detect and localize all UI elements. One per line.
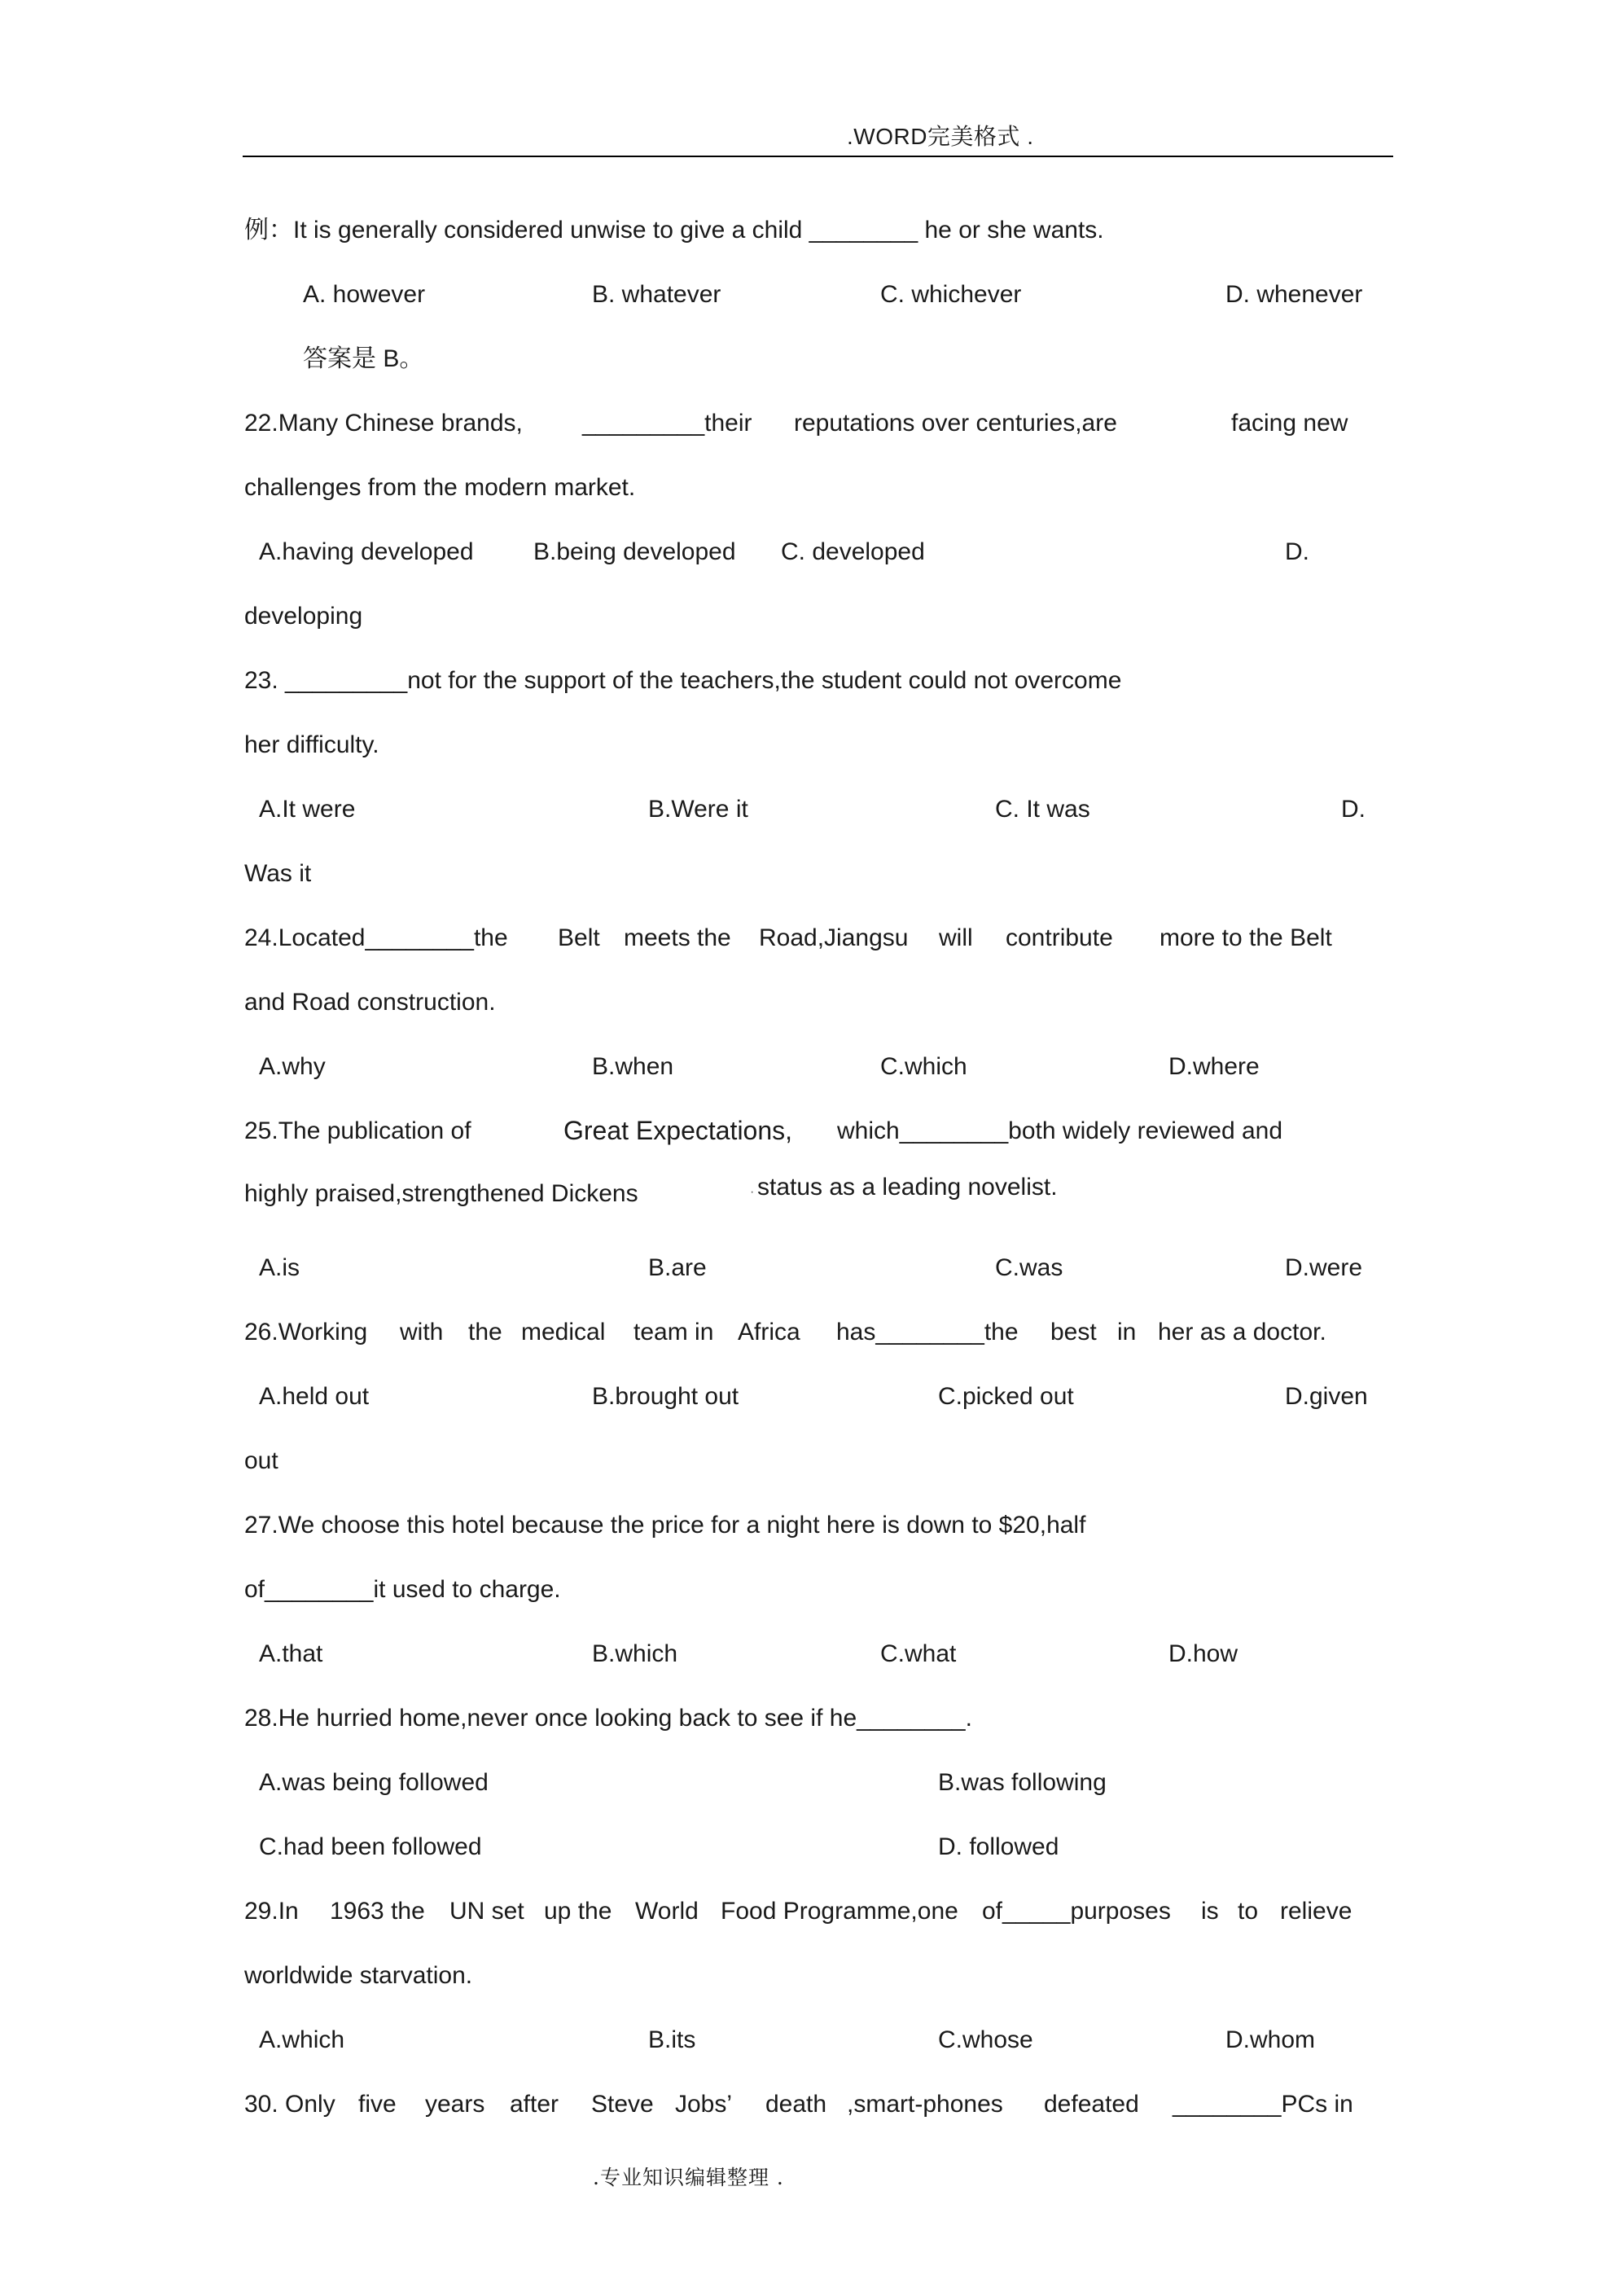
q25-option-d: D.were [1285, 1254, 1363, 1281]
q30-stem-part: ________PCs in [1173, 2091, 1353, 2118]
q28-option-b: B.was following [938, 1769, 1107, 1796]
q30-stem-part: years [425, 2091, 485, 2118]
q25-stem-line2: highly praised,strengthened Dickens [244, 1180, 638, 1207]
q30-stem-part: Steve [591, 2091, 654, 2118]
example-option-d: D. whenever [1225, 281, 1363, 308]
q24-stem-line2: and Road construction. [244, 989, 496, 1016]
q26-option-b: B.brought out [592, 1383, 739, 1410]
q24-stem-part: will [939, 924, 973, 951]
q25-book-title: Great Expectations, [563, 1116, 793, 1145]
q30-stem-part: 30. Only [244, 2091, 335, 2118]
q29-stem-part: of_____purposes [982, 1898, 1171, 1925]
header-divider [243, 156, 1393, 157]
q26-stem-part: team in [633, 1319, 714, 1346]
q22-option-d: D. [1285, 538, 1309, 565]
q25-stem-part: 25.The publication of [244, 1117, 471, 1144]
q23-option-c: C. It was [995, 796, 1090, 823]
q26-stem-part: in [1117, 1319, 1137, 1346]
q29-option-c: C.whose [938, 2026, 1033, 2053]
q27-option-d: D.how [1168, 1640, 1238, 1667]
q24-stem-part: contribute [1006, 924, 1113, 951]
q22-option-d-text: developing [244, 603, 363, 630]
q29-stem-part: 1963 the [330, 1898, 425, 1925]
q26-option-c: C.picked out [938, 1383, 1074, 1410]
example-option-c: C. whichever [880, 281, 1022, 308]
q24-stem-part: more to the Belt [1160, 924, 1332, 951]
q23-option-d: D. [1341, 796, 1366, 823]
q29-stem-part: Food Programme,one [721, 1898, 958, 1925]
example-question: 例：It is generally considered unwise to give a child ________ he or she wants. [244, 217, 1104, 244]
q24-stem-part: Road,Jiangsu [759, 924, 909, 951]
q30-stem-part: Jobs’ [675, 2091, 733, 2118]
q26-option-d-text: out [244, 1447, 278, 1474]
q29-stem-part: relieve [1280, 1898, 1352, 1925]
q27-option-b: B.which [592, 1640, 678, 1667]
q25-mark: · [750, 1185, 755, 1199]
q28-stem: 28.He hurried home,never once looking back to see if he________. [244, 1705, 972, 1732]
q23-stem: 23. _________not for the support of the teachers,the student could not overcome [244, 667, 1122, 694]
q25-option-b: B.are [648, 1254, 707, 1281]
q29-stem-part: up the [544, 1898, 612, 1925]
q25-option-a: A.is [259, 1254, 300, 1281]
q23-stem-line2: her difficulty. [244, 731, 379, 758]
q24-option-a: A.why [259, 1053, 326, 1080]
q25-stem-line2b: status as a leading novelist. [757, 1174, 1058, 1201]
q30-stem-part: defeated [1044, 2091, 1139, 2118]
q29-option-b: B.its [648, 2026, 696, 2053]
q25-option-c: C.was [995, 1254, 1063, 1281]
q26-option-a: A.held out [259, 1383, 370, 1410]
q27-option-a: A.that [259, 1640, 323, 1667]
q26-stem-part: Africa [738, 1319, 800, 1346]
q28-option-a: A.was being followed [259, 1769, 489, 1796]
example-option-a: A. however [303, 281, 426, 308]
q29-stem-part: to [1238, 1898, 1259, 1925]
q26-stem-part: her as a doctor. [1158, 1319, 1326, 1346]
q27-option-c: C.what [880, 1640, 957, 1667]
q23-option-d-text: Was it [244, 860, 312, 887]
q25-stem-part: which________both widely reviewed and [837, 1117, 1283, 1144]
q29-option-a: A.which [259, 2026, 345, 2053]
q30-stem-part: ,smart-phones [847, 2091, 1003, 2118]
q26-stem-part: medical [521, 1319, 606, 1346]
q29-option-d: D.whom [1225, 2026, 1316, 2053]
q26-stem-part: has________the [836, 1319, 1019, 1346]
q30-stem-part: five [358, 2091, 397, 2118]
q22-stem-part: reputations over centuries,are [794, 410, 1117, 437]
q29-stem-line2: worldwide starvation. [244, 1962, 473, 1989]
q24-option-d: D.where [1168, 1053, 1260, 1080]
q22-option-a: A.having developed [259, 538, 474, 565]
q30-stem-part: death [765, 2091, 827, 2118]
q22-option-b: B.being developed [533, 538, 736, 565]
q26-option-d: D.given [1285, 1383, 1368, 1410]
q22-option-c: C. developed [781, 538, 925, 565]
example-option-b: B. whatever [592, 281, 721, 308]
q26-stem-part: the [468, 1319, 502, 1346]
q29-stem-part: UN set [449, 1898, 524, 1925]
page-footer: .专业知识编辑整理 . [593, 2166, 784, 2189]
q26-stem-part: with [400, 1319, 444, 1346]
example-answer: 答案是 B。 [303, 345, 424, 372]
q22-stem-part: 22.Many Chinese brands, [244, 410, 523, 437]
q30-stem-part: after [510, 2091, 559, 2118]
q27-stem: 27.We choose this hotel because the price for a night here is down to $20,half [244, 1512, 1086, 1539]
q22-stem-line2: challenges from the modern market. [244, 474, 636, 501]
q26-stem-part: best [1050, 1319, 1097, 1346]
q23-option-a: A.It were [259, 796, 356, 823]
q29-stem-part: 29.In [244, 1898, 299, 1925]
q23-option-b: B.Were it [648, 796, 748, 823]
q28-option-d: D. followed [938, 1833, 1059, 1860]
q24-stem-part: Belt [558, 924, 600, 951]
q24-stem-part: meets the [624, 924, 731, 951]
q27-stem-line2: of________it used to charge. [244, 1576, 561, 1603]
q24-stem-part: 24.Located________the [244, 924, 508, 951]
q22-stem-part: facing new [1231, 410, 1348, 437]
q26-stem-part: 26.Working [244, 1319, 368, 1346]
q22-stem-part: _________their [582, 410, 752, 437]
page-header: .WORD完美格式 . [847, 124, 1034, 149]
q29-stem-part: World [635, 1898, 699, 1925]
q29-stem-part: is [1201, 1898, 1219, 1925]
q24-option-c: C.which [880, 1053, 967, 1080]
q24-option-b: B.when [592, 1053, 674, 1080]
q28-option-c: C.had been followed [259, 1833, 482, 1860]
